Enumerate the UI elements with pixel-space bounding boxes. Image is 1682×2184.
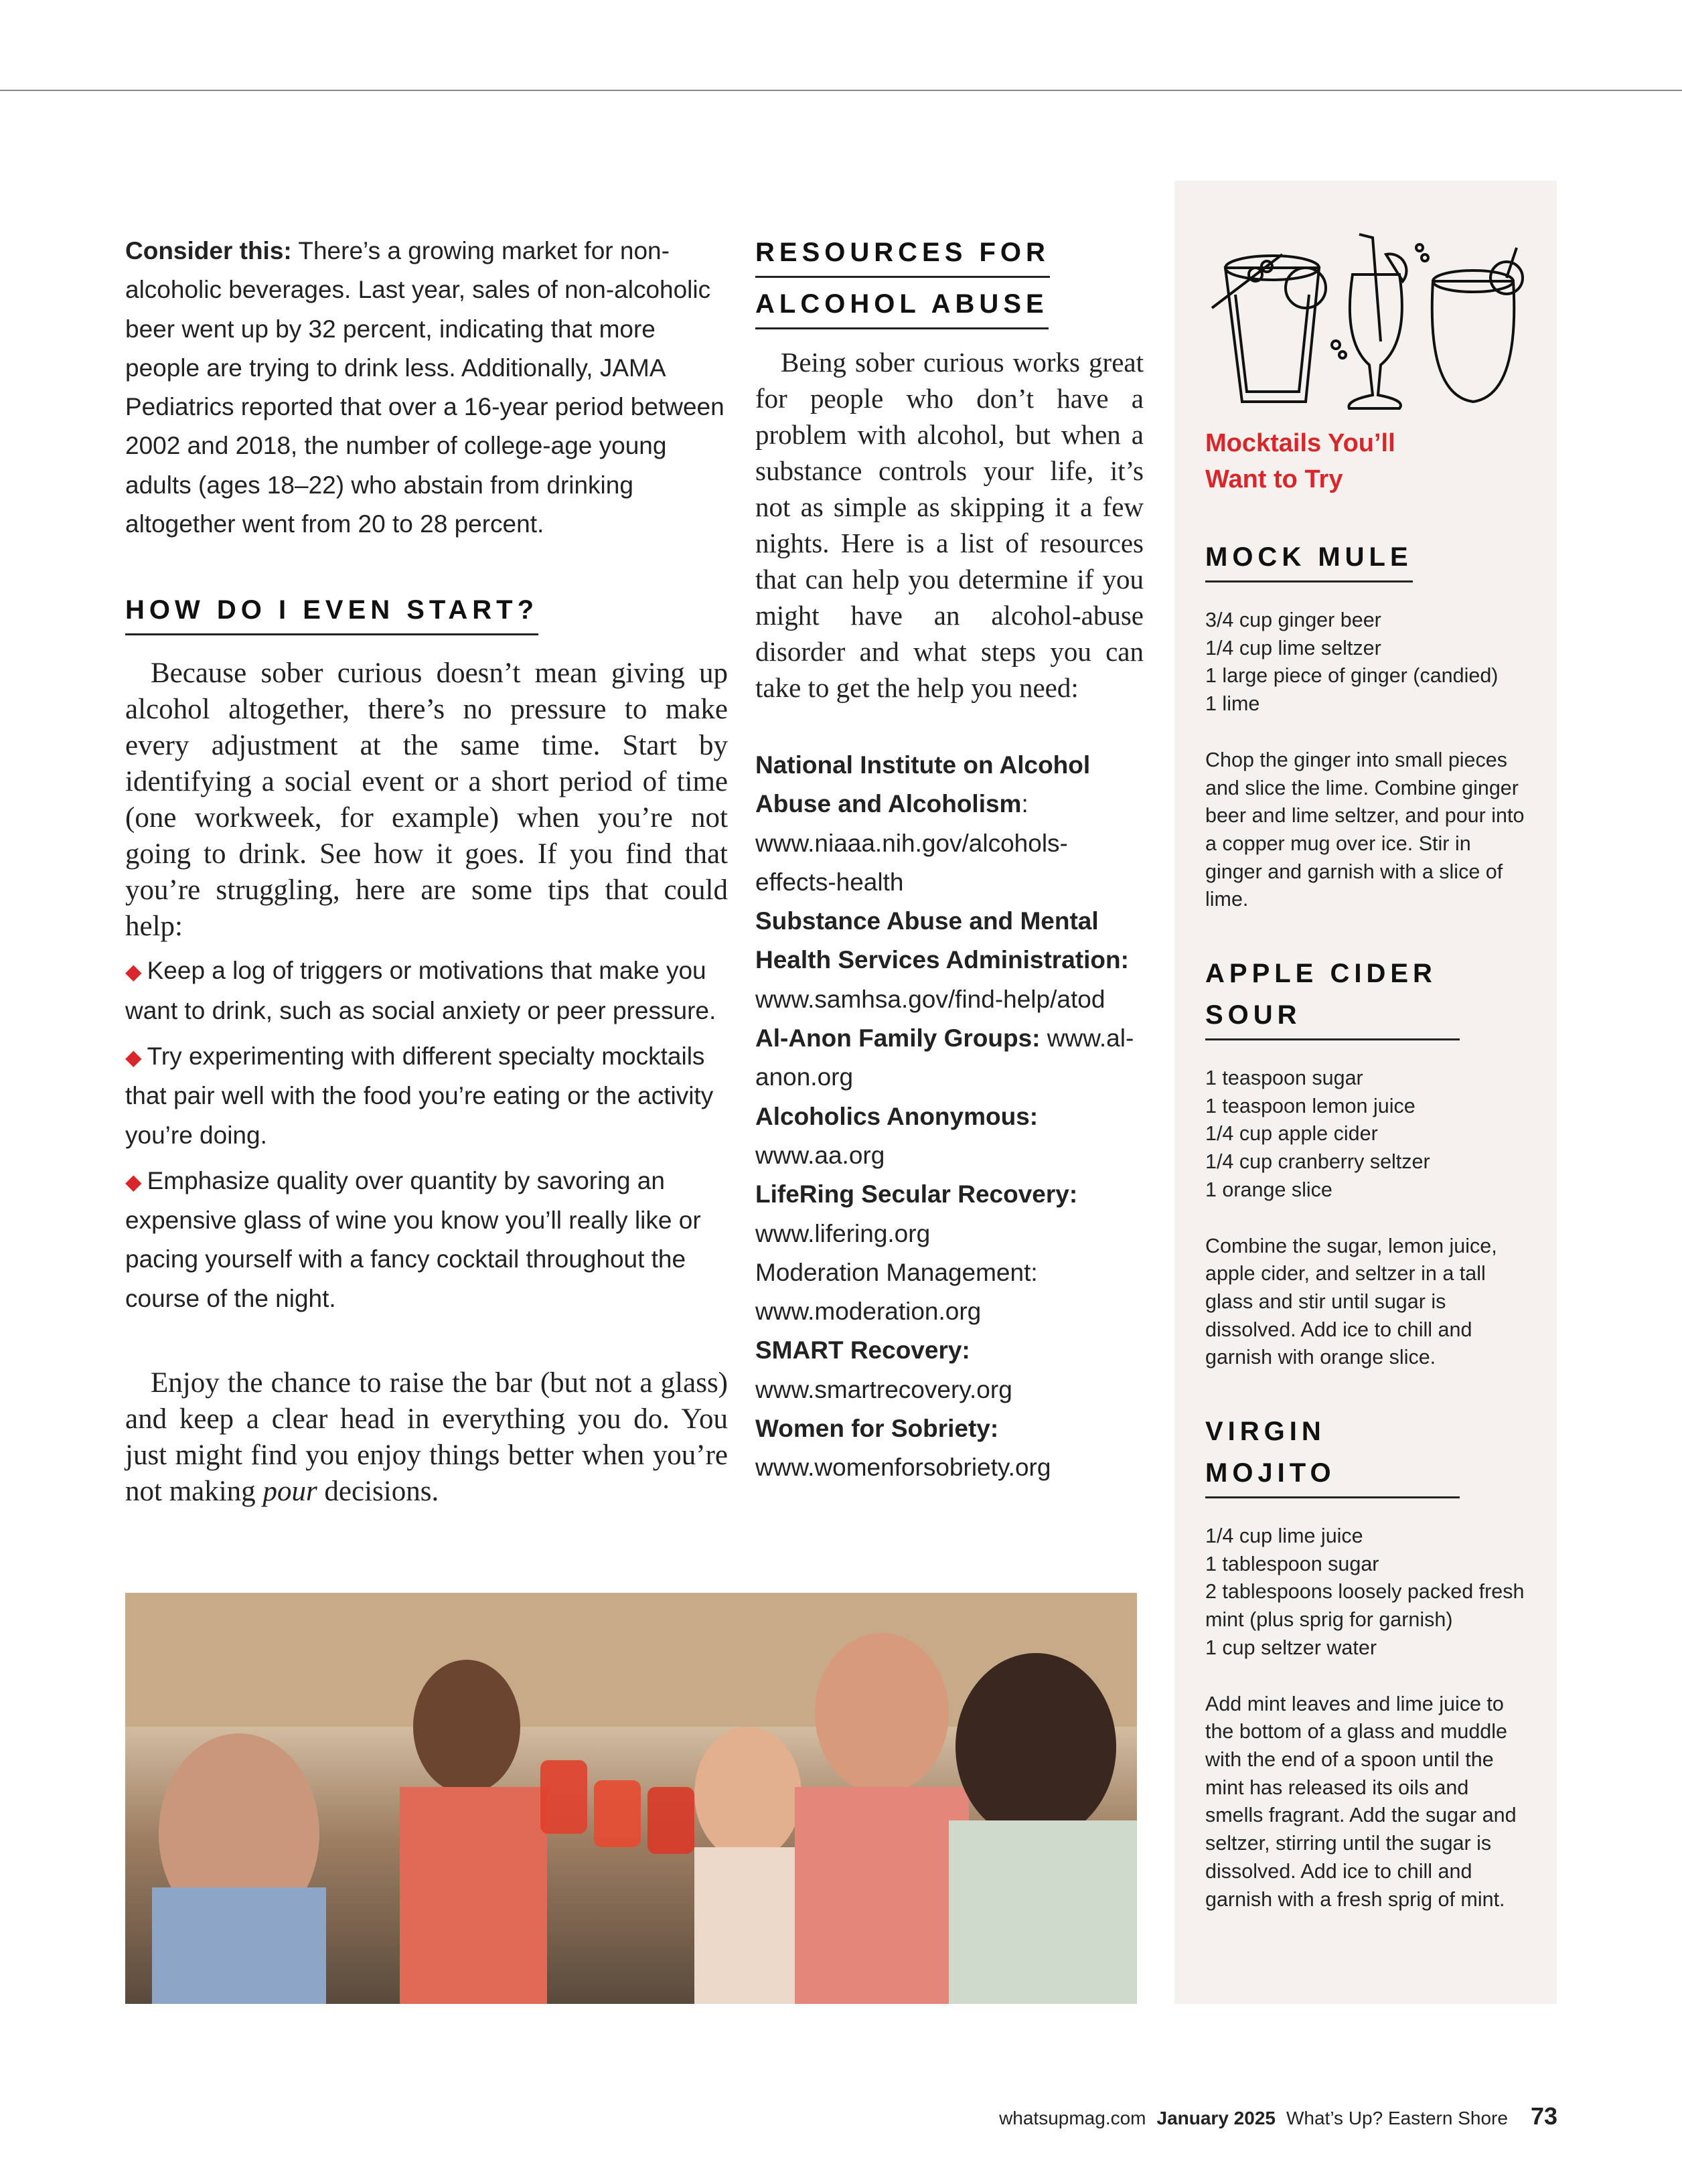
- tip-item: [125, 1037, 728, 1155]
- footer-site: whatsupmag.com: [999, 2108, 1146, 2128]
- consider-paragraph: [125, 232, 728, 544]
- resource-url[interactable]: www.womenforsobriety.org: [755, 1454, 1051, 1482]
- photo-illustration: [125, 1593, 1137, 2004]
- resource-name: Women for Sobriety:: [755, 1415, 999, 1443]
- text: decisions.: [317, 1476, 439, 1508]
- resource-name: Alcoholics Anonymous:: [755, 1102, 1039, 1130]
- resource-name: Al-Anon Family Groups:: [755, 1024, 1041, 1052]
- tip-item: [125, 951, 728, 1030]
- sidebar-title-line2: Want to Try: [1205, 465, 1343, 493]
- sidebar-title-line1: Mocktails You’ll: [1205, 429, 1395, 457]
- footer-publication: What’s Up? Eastern Shore: [1286, 2108, 1508, 2128]
- resource-name: LifeRing Secular Recovery:: [755, 1180, 1078, 1208]
- resource-url[interactable]: www.samhsa.gov/find-help/atod: [755, 985, 1105, 1013]
- resource-item: [755, 1409, 1144, 1488]
- section-heading: HOW DO I EVEN START?: [125, 589, 538, 635]
- resource-url[interactable]: www.niaaa.nih.gov/alcohols-effects-health: [755, 829, 1068, 896]
- resource-item: [755, 1097, 1144, 1176]
- recipe-steps: Chop the ginger into small pieces and slice the lime. Combine ginger beer and lime seltzer, and pour into a copper mug over ice. Stir in ginger and garnish with a slice of lime.: [1205, 748, 1525, 911]
- recipe: [1205, 497, 1526, 914]
- tip-item: [125, 1162, 728, 1318]
- resource-item: [755, 746, 1144, 902]
- recipe: [1205, 1372, 1526, 1914]
- resource-url[interactable]: Moderation Management: www.moderation.org: [755, 1258, 1038, 1326]
- ingredient: 1 large piece of ginger (candied): [1205, 664, 1499, 688]
- recipe: [1205, 914, 1526, 1372]
- resource-name: National Institute on Alcohol Abuse and Alcoholism: [755, 751, 1091, 818]
- resource-item: [755, 902, 1144, 1019]
- tip-text: Keep a log of triggers or motivations that make you want to drink, such as social anxiety or peer pressure.: [125, 957, 716, 1024]
- ingredient: 1/4 cup cranberry seltzer: [1205, 1150, 1430, 1174]
- ingredient: 1/4 cup apple cider: [1205, 1122, 1378, 1146]
- resource-item: [755, 1019, 1144, 1097]
- italic-text: pour: [262, 1476, 317, 1508]
- separator: [1041, 1024, 1047, 1052]
- diamond-bullet-icon: ◆: [125, 1044, 142, 1069]
- separator: :: [1021, 790, 1028, 818]
- ingredient: 1/4 cup lime seltzer: [1205, 636, 1381, 659]
- ingredient: 1 tablespoon sugar: [1205, 1552, 1379, 1575]
- recipe-title: APPLE CIDER SOUR: [1205, 953, 1460, 1040]
- ingredient: 1 teaspoon sugar: [1205, 1067, 1363, 1090]
- middle-column: [755, 232, 1144, 1488]
- ingredient: 2 tablespoons loosely packed fresh mint (plus sprig for garnish): [1205, 1580, 1525, 1632]
- resource-name: Substance Abuse and Mental Health Services Administration:: [755, 907, 1129, 974]
- diamond-bullet-icon: ◆: [125, 1169, 142, 1194]
- resource-url[interactable]: www.al-anon.org: [755, 1024, 1134, 1091]
- intro-paragraph: Because sober curious doesn’t mean giving up alcohol altogether, there’s no pressure to make every adjustment at the same time. Start by identifying a social event or a short period of time (one workweek, for example) when you’re not going to drink. See how it goes. If you find that you’re struggling, here are some tips that could help:: [125, 657, 728, 943]
- ingredient: 1 teaspoon lemon juice: [1205, 1094, 1416, 1117]
- ingredient: 1 orange slice: [1205, 1178, 1332, 1201]
- resource-item: [755, 1331, 1144, 1409]
- recipe-steps: Combine the sugar, lemon juice, apple cider, and seltzer in a tall glass and stir until sugar is dissolved. Add ice to chill and garnish with orange slice.: [1205, 1234, 1497, 1369]
- closing-paragraph: [125, 1365, 728, 1510]
- ingredient: 3/4 cup ginger beer: [1205, 609, 1381, 631]
- left-column: [125, 232, 728, 1510]
- recipe-title: VIRGIN MOJITO: [1205, 1411, 1460, 1498]
- body-text: There’s a growing market for non-alcoholic beverages. Last year, sales of non-alcoholic beer went up by 32 percent, indicating that more people are trying to drink less. Additionally, JAMA Pediatrics reported that over a 16-year period between 2002 and 2018, the number of college-age young adults (ages 18–22) who abstain from drinking altogether went from 20 to 28 percent.: [125, 237, 724, 538]
- diamond-bullet-icon: ◆: [125, 959, 142, 984]
- top-rule: [0, 90, 1682, 91]
- mocktail-glasses-illustration: [1205, 221, 1527, 415]
- resource-item: [755, 1175, 1144, 1253]
- ingredient: 1/4 cup lime juice: [1205, 1525, 1363, 1548]
- mocktails-sidebar: [1174, 181, 1557, 2004]
- lead-in: Consider this:: [125, 237, 292, 264]
- page-number: 73: [1530, 2102, 1557, 2130]
- resources-intro: Being sober curious works great for people who don’t have a problem with alcohol, but when a substance controls your life, it’s not as simple as skipping it a few nights. Here is a list of resources that can help you determine if you might have an alcohol-abuse disorder and what steps you can take to get the help you need:: [755, 347, 1144, 703]
- resources-heading-line2: ALCOHOL ABUSE: [755, 283, 1049, 329]
- resource-item: [755, 1253, 1144, 1332]
- footer-issue: January 2025: [1156, 2108, 1276, 2128]
- ingredient: 1 cup seltzer water: [1205, 1636, 1377, 1659]
- recipe-steps: Add mint leaves and lime juice to the bottom of a glass and muddle with the end of a spoon until the mint has released its oils and smells fragrant. Add the sugar and seltzer, stirring until the sugar is dissolved. Add ice to chill and garnish with a fresh sprig of mint.: [1205, 1692, 1517, 1911]
- resources-heading-line1: RESOURCES FOR: [755, 232, 1050, 278]
- recipe-title: MOCK MULE: [1205, 536, 1413, 582]
- ingredient: 1 lime: [1205, 692, 1260, 716]
- tip-text: Try experimenting with different specialty mocktails that pair well with the food you’re eating or the activity you’re doing.: [125, 1042, 714, 1149]
- resource-url[interactable]: www.aa.org: [755, 1141, 885, 1169]
- page-footer: [999, 2102, 1557, 2130]
- friends-toasting-photo: [125, 1593, 1137, 2004]
- resource-url[interactable]: www.lifering.org: [755, 1219, 931, 1247]
- resource-url[interactable]: www.smartrecovery.org: [755, 1375, 1012, 1403]
- resource-name: SMART Recovery:: [755, 1336, 970, 1364]
- text: Enjoy the chance to raise the bar (but not a glass) and keep a clear head in everything you do. You just might find you enjoy things better when you’re not making: [125, 1367, 728, 1508]
- tip-text: Emphasize quality over quantity by savoring an expensive glass of wine you know you’ll really like or pacing yourself with a fancy cocktail throughout the course of the night.: [125, 1166, 701, 1312]
